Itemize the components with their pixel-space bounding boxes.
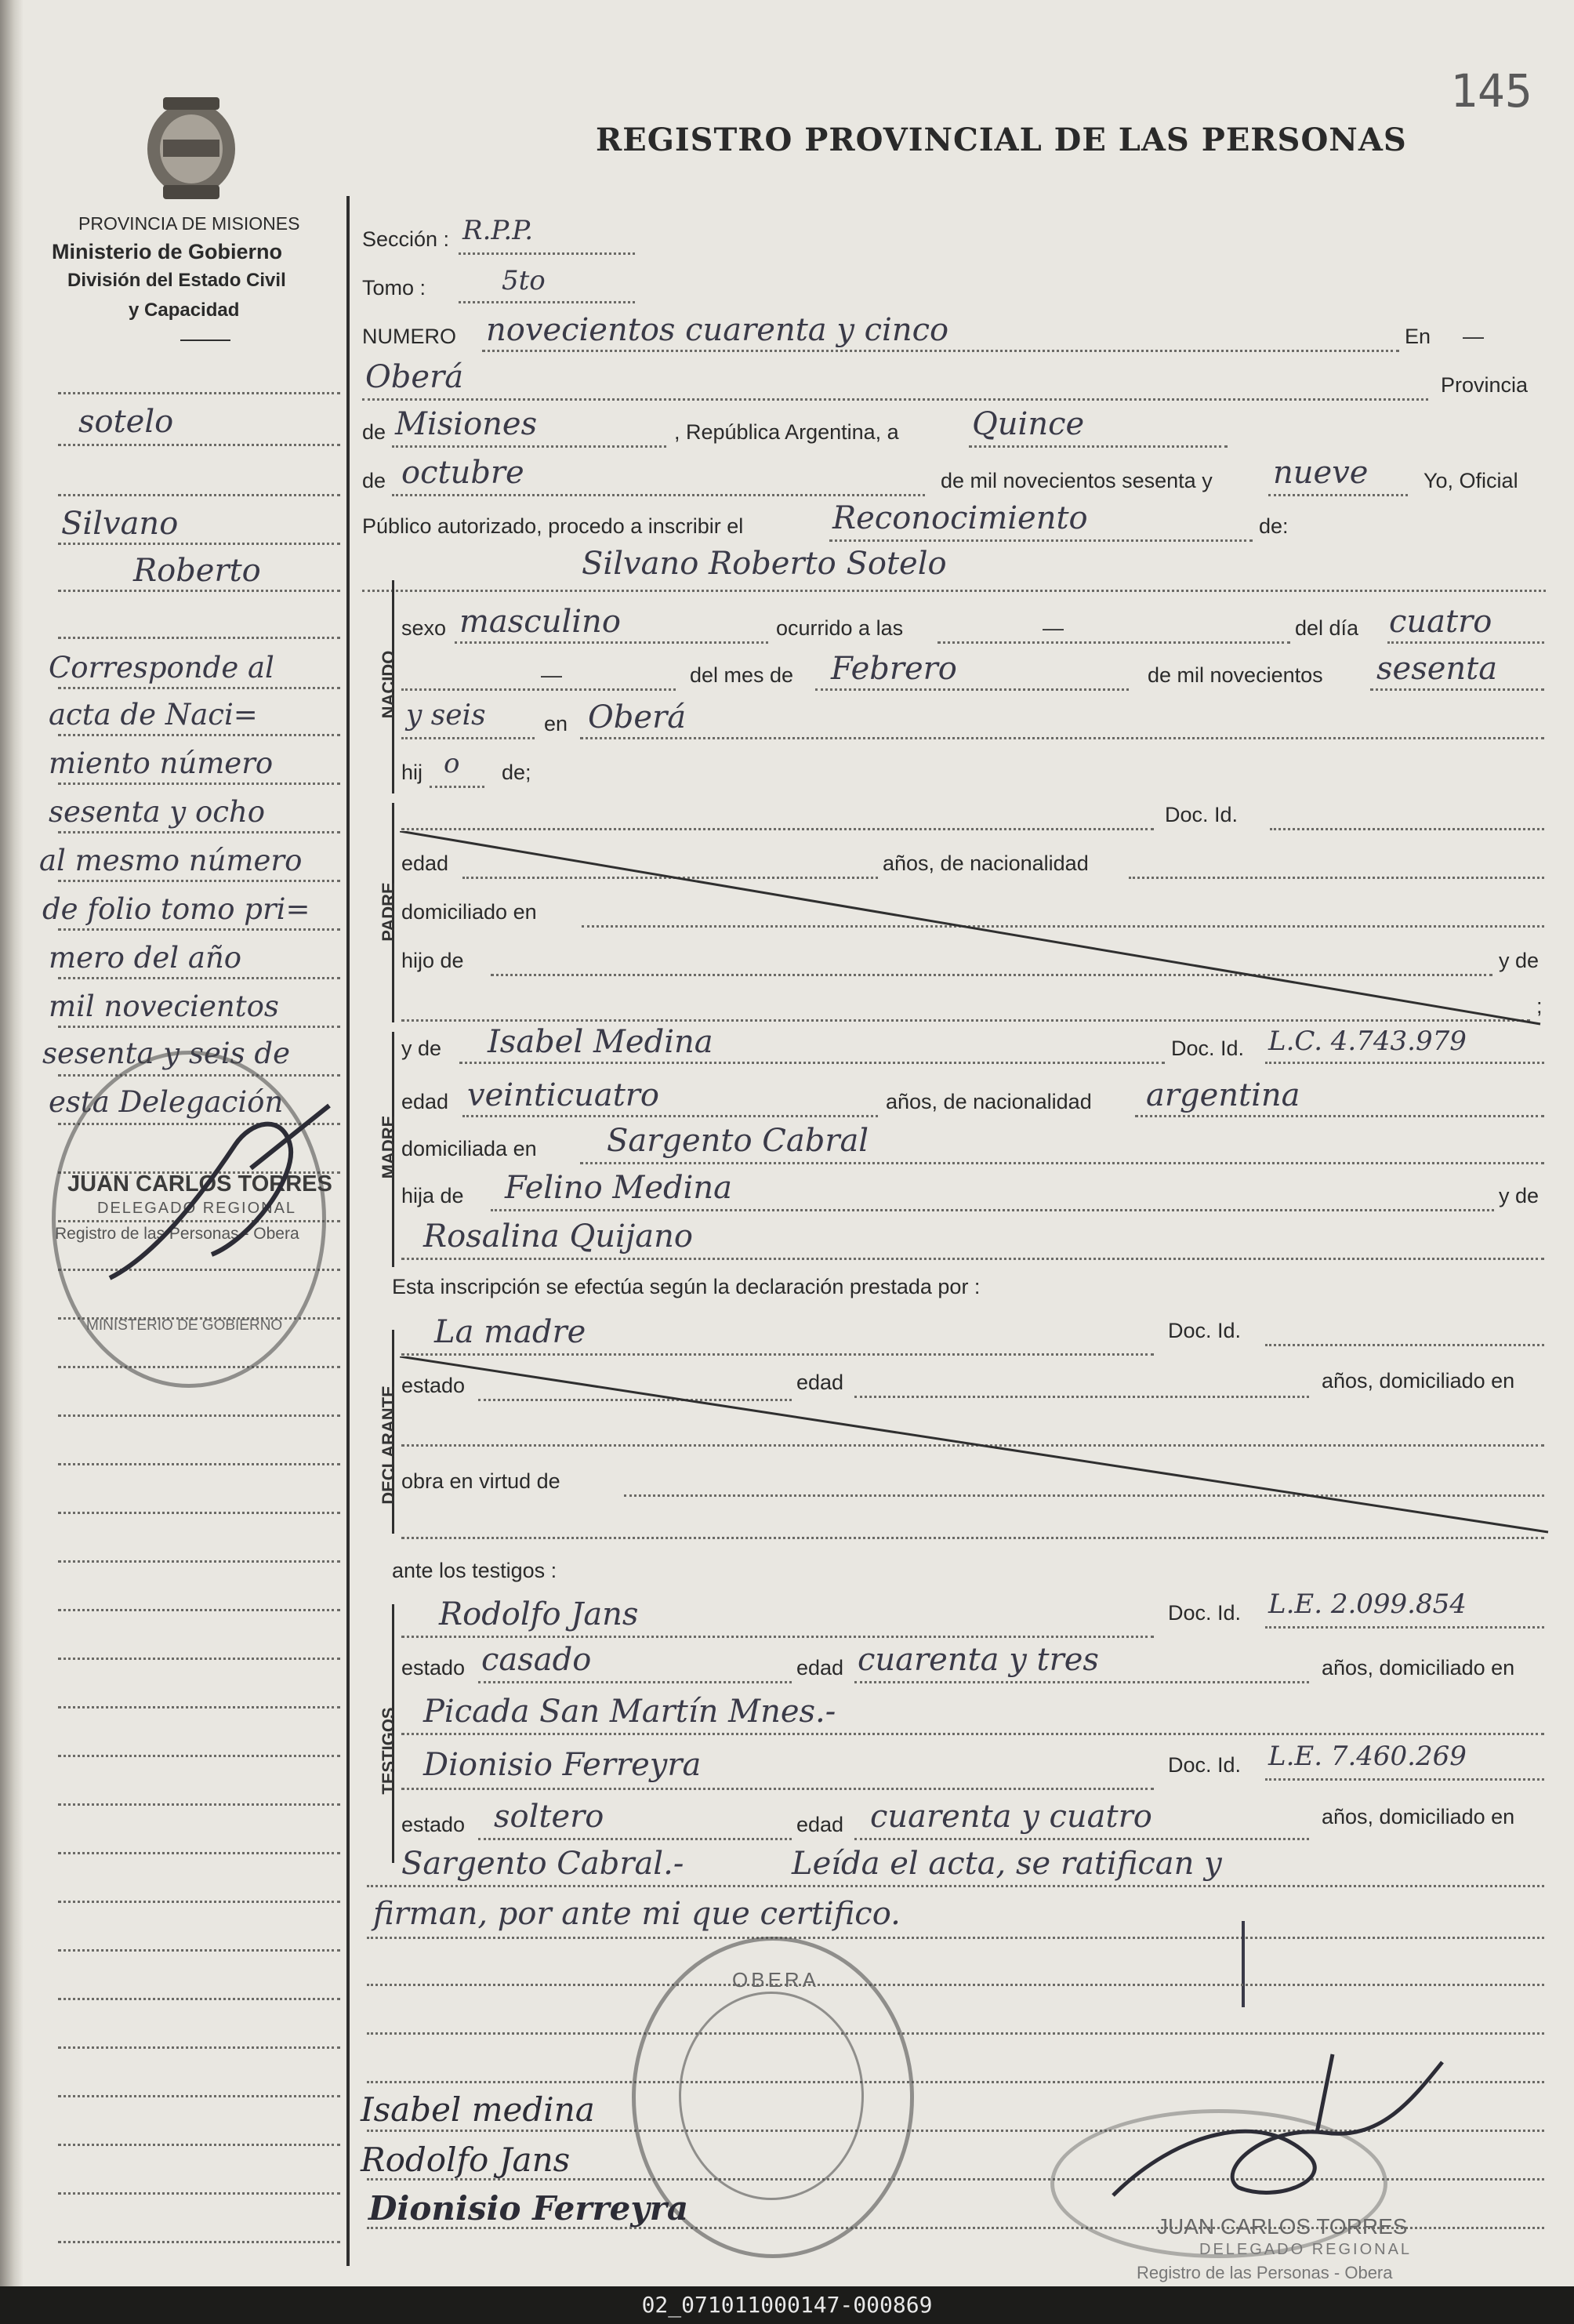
page-number: 145 [1450,64,1532,118]
margin-line [58,880,340,882]
padre-name-line [401,828,1154,830]
margin-line [58,687,340,689]
seccion-value: R.P.P. [462,215,533,246]
madre-name-line [459,1062,1165,1064]
margin-line [58,831,340,833]
madre-y-de2-label: y de [1499,1184,1540,1207]
hijo-de-label: de; [502,761,531,784]
t2-name: Dionisio Ferreyra [423,1747,702,1783]
margin-note-line: miento número [49,746,274,780]
margin-note-line: de folio tomo pri= [42,892,310,926]
center-stamp-text: OBERA [732,1968,820,1992]
margin-line [58,928,340,931]
padre-doc-line [1270,828,1544,830]
hijo-label: hij [401,761,423,784]
act-type-line [829,539,1253,542]
margin-line [58,590,340,592]
padre-edad-label: edad [401,852,449,875]
year-value: nueve [1273,455,1369,491]
t1-doc-label: Doc. Id. [1168,1601,1242,1625]
mes-blank: — [541,663,562,687]
madre-edad-value: veinticuatro [467,1077,659,1113]
sexo-value: masculino [459,604,621,640]
declarante-value: La madre [434,1314,586,1350]
t2-estado-line [478,1838,792,1840]
t2-name-line [401,1788,1154,1790]
padre-semicolon: ; [1536,994,1543,1018]
madre-domicilio-value: Sargento Cabral [607,1123,869,1159]
declaracion-label: Esta inscripción se efectúa según la declaración prestada por : [392,1275,981,1298]
margin-line [58,1901,340,1903]
margin-line [58,1026,340,1028]
right-stamp-office: Registro de las Personas - Obera [1137,2263,1393,2282]
margin-note-line: sesenta y ocho [49,795,266,829]
declaracion-doc-label: Doc. Id. [1168,1319,1242,1342]
madre-nacionalidad-label: años, de nacionalidad [886,1090,1092,1113]
right-stamp-role: DELEGADO REGIONAL [1199,2241,1413,2258]
margin-line [58,783,340,785]
margin-line [58,1998,340,2000]
mes-line [815,688,1129,691]
mes-blank-line [401,688,676,691]
heading-rule [180,340,230,341]
ante-testigos-label: ante los testigos : [392,1559,557,1582]
closing-line-1 [367,1885,1544,1887]
t1-estado-label: estado [401,1656,466,1679]
blank-line [367,2032,1544,2035]
margin-line [58,1803,340,1806]
margin-given-2: Roberto [133,553,261,589]
dia-line [1387,641,1544,644]
margin-line [58,1560,340,1563]
ministry-heading: Ministerio de Gobierno [52,240,283,263]
madre-hija-de-label: hija de [401,1184,464,1207]
madre-domicilio-label: domiciliada en [401,1137,537,1160]
t1-name-line [401,1636,1154,1638]
coat-of-arms-icon [140,93,243,204]
padre-doc-label: Doc. Id. [1165,803,1239,826]
mil-label: de mil novecientos [1148,663,1323,687]
declarante-name-line [401,1353,1154,1356]
madre-nacionalidad-line [1135,1115,1544,1117]
madre-mother-line [401,1258,1544,1260]
madre-edad-line [462,1115,878,1117]
province-heading: PROVINCIA DE MISIONES [78,213,300,234]
margin-note-line: esta Delegación [49,1085,284,1119]
en-label: En [1405,325,1431,348]
nacido-label: NACIDO [379,650,398,719]
margin-line [58,1658,340,1660]
tomo-line [459,301,635,303]
t2-edad-label: edad [796,1813,844,1836]
oficial-label: Yo, Oficial [1423,469,1518,492]
madre-nacionalidad-value: argentina [1146,1077,1300,1113]
margin-line [58,1463,340,1465]
en-label: en [544,712,568,735]
year-line [1268,494,1408,496]
madre-edad-label: edad [401,1090,449,1113]
numero-value: novecientos cuarenta y cinco [486,312,949,348]
margin-line [58,1852,340,1854]
official-signature-mark [1082,2039,1458,2227]
year-text: de mil novecientos sesenta y [941,469,1213,492]
main-column-rule [346,196,350,2266]
page-binding-edge [0,0,24,2286]
numero-line [482,350,1399,352]
padre-hijo-de-label: hijo de [401,949,464,972]
margin-line [58,734,340,736]
day-line [969,445,1228,448]
t2-anios-label: años, domiciliado en [1322,1805,1515,1828]
day-value: Quince [972,406,1085,442]
mes-value: Febrero [831,651,957,687]
margin-line [58,1414,340,1417]
left-stamp-role: DELEGADO REGIONAL [97,1200,297,1217]
margin-line [58,1706,340,1709]
madre-mother-name: Rosalina Quijano [423,1218,693,1255]
margin-line [58,977,340,979]
republica-label: , República Argentina, a [674,420,899,444]
city-value: Oberá [365,359,464,395]
t2-doc-line [1265,1778,1544,1781]
margin-line [58,543,340,545]
margin-line [58,1512,340,1514]
padre-label: PADRE [379,882,398,942]
padre-nacionalidad-label: años, de nacionalidad [883,852,1089,875]
year-line-2 [401,737,535,739]
declarante-obra-label: obra en virtud de [401,1469,560,1493]
margin-line [58,637,340,639]
t2-edad-line [854,1838,1309,1840]
month-line [392,494,925,496]
person-name: Silvano Roberto Sotelo [582,546,947,582]
t1-domicilio-line [401,1733,1544,1735]
sexo-line [455,641,768,644]
margin-surname: sotelo [78,404,174,440]
margin-note-line: acta de Naci= [49,698,258,732]
t1-estado-line [478,1681,792,1683]
de-label-2: de [362,469,386,492]
del-dia-label: del día [1295,616,1359,640]
declarante-edad-label: edad [796,1371,844,1394]
t2-estado-label: estado [401,1813,466,1836]
page-title: REGISTRO PROVINCIAL DE LAS PERSONAS [596,122,1407,158]
ocurrido-label: ocurrido a las [776,616,904,640]
hijo-line [430,786,484,788]
city-line [362,398,1428,401]
tomo-label: Tomo : [362,276,426,300]
left-stamp-office: Registro de las Personas - Obera [55,1225,299,1243]
t2-doc-value: L.E. 7.460.269 [1268,1741,1467,1772]
hijo-value: o [444,748,460,779]
padre-y-de-label: y de [1499,949,1540,972]
t1-estado-value: casado [481,1642,592,1678]
signature-2: Rodolfo Jans [361,2141,571,2179]
t1-edad-label: edad [796,1656,844,1679]
province-value: Misiones [395,406,538,442]
margin-line [58,1755,340,1757]
t2-doc-label: Doc. Id. [1168,1753,1242,1777]
t2-domicilio-value: Sargento Cabral.- [401,1846,684,1882]
madre-domicilio-line [580,1162,1544,1164]
scan-id-footer: 02_071011000147-000869 [0,2286,1574,2324]
t1-name: Rodolfo Jans [439,1596,639,1632]
declarante-estado-label: estado [401,1374,466,1397]
hora-value: — [1043,616,1064,640]
t1-doc-value: L.E. 2.099.854 [1268,1589,1467,1620]
del-mes-label: del mes de [690,663,794,687]
de-label: de [362,420,386,444]
margin-line [58,2241,340,2243]
right-stamp-name: JUAN CARLOS TORRES [1157,2214,1408,2239]
provincia-label: Provincia [1441,373,1529,397]
margin-note-line: al mesmo número [39,844,303,877]
tomo-value: 5to [502,265,546,296]
seccion-label: Sección : [362,227,450,251]
t1-doc-line [1265,1626,1544,1629]
act-type-value: Reconocimiento [832,500,1088,536]
madre-doc-value: L.C. 4.743.979 [1268,1026,1467,1057]
madre-y-de-label: y de [401,1037,442,1060]
t1-anios-label: años, domiciliado en [1322,1656,1515,1679]
margin-given-1: Silvano [61,506,179,542]
signature-1: Isabel medina [361,2090,595,2129]
declarante-label: DECLARANTE [379,1385,398,1505]
t1-domicilio-value: Picada San Martín Mnes.- [423,1694,836,1730]
dia-value: cuatro [1389,604,1492,640]
de2-label: de: [1259,514,1289,538]
place-value: Oberá [588,699,687,735]
closing-pen-stroke [1242,1921,1245,2007]
month-value: octubre [401,455,524,491]
padre-strike-line [400,831,1544,1027]
margin-line [58,2144,340,2146]
birth-year-1: sesenta [1376,651,1498,687]
margin-note-line: sesenta y seis de [42,1037,290,1070]
province-line [392,445,666,448]
sexo-label: sexo [401,616,447,640]
testigos-label: TESTIGOS [379,1707,398,1795]
seccion-line [459,252,635,255]
center-stamp-inner-ring [679,1992,864,2200]
madre-hija-de-line [491,1209,1494,1211]
declarante-strike-line [400,1356,1552,1537]
t2-estado-value: soltero [494,1799,604,1835]
birth-year-2: y seis [406,699,486,732]
declarante-last-line [401,1537,1544,1539]
publico-label: Público autorizado, procedo a inscribir el [362,514,744,538]
closing-line-2 [367,1937,1544,1939]
en-value: — [1463,325,1484,348]
margin-line [58,392,340,394]
t1-edad-value: cuarenta y tres [858,1642,1099,1678]
year-line-1 [1370,688,1544,691]
margin-line [58,444,340,446]
signature-3: Dionisio Ferreyra [368,2189,689,2228]
margin-note-line: mero del año [49,941,242,975]
margin-note-line: mil novecientos [49,990,279,1023]
margin-line [58,2046,340,2049]
closing-text-1: Leída el acta, se ratifican y [792,1846,1222,1882]
numero-label: NUMERO [362,325,456,348]
padre-domicilio-label: domiciliado en [401,900,537,924]
madre-label: MADRE [379,1115,398,1179]
margin-line [58,2095,340,2097]
place-line [580,737,1544,739]
declaracion-doc-line [1265,1344,1544,1346]
madre-doc-label: Doc. Id. [1171,1037,1245,1060]
margin-line [58,2192,340,2195]
person-name-line [362,590,1546,592]
t2-edad-value: cuarenta y cuatro [870,1799,1152,1835]
hora-line [938,641,1290,644]
margin-note-line: Corresponde al [49,651,274,684]
division-heading-2: y Capacidad [129,300,240,321]
madre-father-name: Felino Medina [505,1170,733,1206]
declarante-anios-label: años, domiciliado en [1322,1369,1515,1393]
margin-line [58,1949,340,1952]
t1-edad-line [854,1681,1309,1683]
left-stamp-name: JUAN CARLOS TORRES [67,1171,332,1196]
madre-name: Isabel Medina [488,1024,713,1060]
madre-doc-line [1265,1062,1544,1064]
left-signature-mark [94,1098,345,1302]
left-stamp-ministry: MINISTERIO DE GOBIERNO [86,1317,283,1334]
margin-line [58,1609,340,1611]
closing-text-2: firman, por ante mi que certifico. [373,1896,901,1932]
blank-line [367,1984,1544,1986]
division-heading-1: División del Estado Civil [67,270,286,291]
margin-line [58,494,340,496]
